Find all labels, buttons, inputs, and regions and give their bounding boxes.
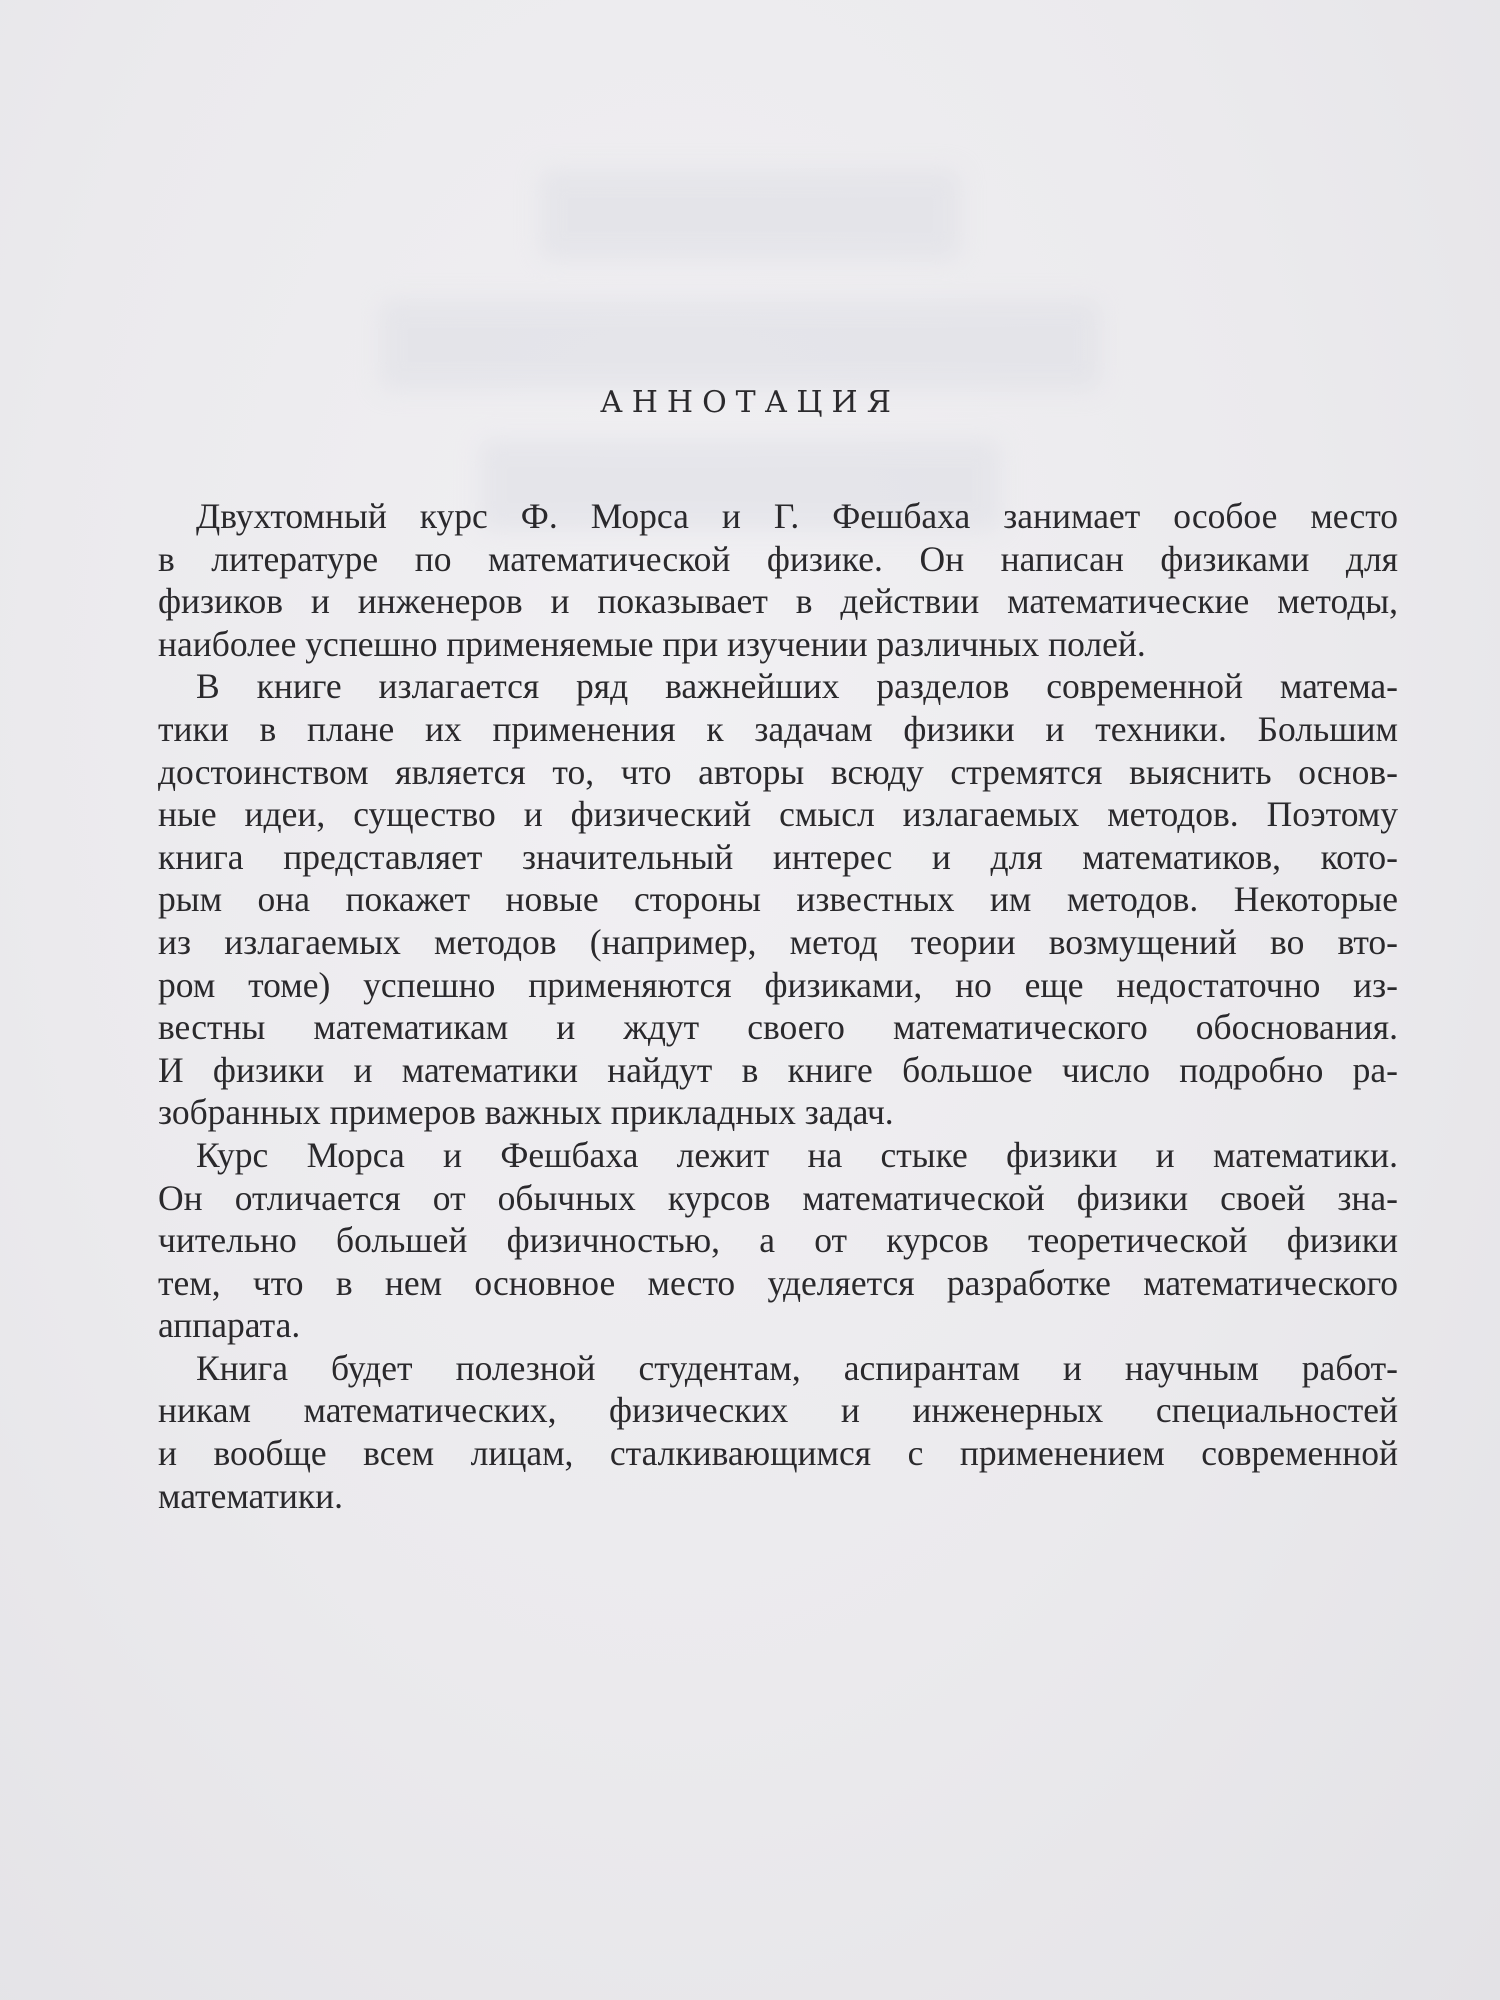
- text-line: тики в плане их применения к задачам физики и техники. Большим: [158, 708, 1398, 749]
- page-title: АННОТАЦИЯ: [600, 385, 900, 420]
- text-line: зобранных примеров важных прикладных задач.: [158, 1092, 894, 1133]
- text-line: физиков и инженеров и показывает в действии математические методы,: [158, 581, 1398, 622]
- paragraph-3: [158, 1134, 1398, 1347]
- annotation-body: [158, 495, 1398, 1517]
- text-line: достоинством является то, что авторы всюду стремятся выяснить основ-: [158, 751, 1398, 792]
- text-line: И физики и математики найдут в книге большое число подробно ра-: [158, 1049, 1398, 1090]
- text-line: в литературе по математической физике. Он написан физиками для: [158, 538, 1398, 579]
- text-line: Книга будет полезной студентам, аспирантам и научным работ-: [196, 1347, 1398, 1388]
- text-line: тем, что в нем основное место уделяется разработке математического: [158, 1262, 1398, 1303]
- text-line: книга представляет значительный интерес и для математиков, кото-: [158, 836, 1398, 877]
- paragraph-2: [158, 665, 1398, 1134]
- text-line: ром томе) успешно применяются физиками, но еще недостаточно из-: [158, 964, 1398, 1005]
- text-line: вестны математикам и ждут своего математического обоснования.: [158, 1007, 1398, 1048]
- paragraph-4: [158, 1347, 1398, 1517]
- text-line: В книге излагается ряд важнейших разделов современной матема-: [196, 666, 1398, 707]
- text-line: из излагаемых методов (например, метод теории возмущений во вто-: [158, 921, 1398, 962]
- text-line: Он отличается от обычных курсов математической физики своей зна-: [158, 1177, 1398, 1218]
- text-line: математики.: [158, 1475, 344, 1516]
- text-line: аппарата.: [158, 1305, 301, 1346]
- text-line: ные идеи, существо и физический смысл излагаемых методов. Поэтому: [158, 794, 1398, 835]
- text-line: Курс Морса и Фешбаха лежит на стыке физики и математики.: [196, 1134, 1398, 1175]
- text-line: никам математических, физических и инженерных специальностей: [158, 1390, 1398, 1431]
- paragraph-1: [158, 495, 1398, 665]
- text-line: Двухтомный курс Ф. Морса и Г. Фешбаха занимает особое место: [196, 496, 1398, 536]
- text-line: рым она покажет новые стороны известных им методов. Некоторые: [158, 879, 1398, 920]
- text-line: наиболее успешно применяемые при изучении различных полей.: [158, 623, 1146, 664]
- text-line: и вообще всем лицам, сталкивающимся с применением современной: [158, 1433, 1398, 1474]
- text-line: чительно большей физичностью, а от курсов теоретической физики: [158, 1220, 1398, 1261]
